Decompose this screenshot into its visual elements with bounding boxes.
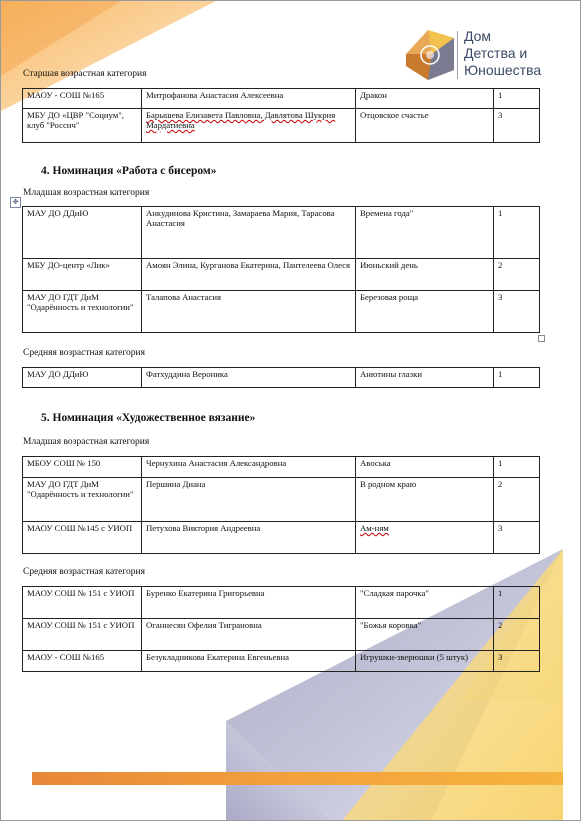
table-row [23,291,540,333]
category-label: Младшая возрастная категория [23,188,150,198]
cell-organization: МАОУ СОШ №145 с УИОП [23,522,142,554]
category-label: Старшая возрастная категория [23,69,147,79]
cell-participant: Амоян Элина, Курганова Екатерина, Пантелеева Олеся [142,259,356,291]
table-row [23,478,540,522]
results-table [22,88,540,143]
cell-place: 2 [494,259,540,291]
cell-participant: Митрофанова Анастасия Алексеевна [142,89,356,109]
cell-place: 2 [494,478,540,522]
cell-place: 3 [494,109,540,143]
cell-work-title: Игрушки-зверюшки (5 штук) [356,651,494,672]
cell-organization: МБОУ СОШ № 150 [23,457,142,478]
cell-work-title: Березовая роща [356,291,494,333]
cell-place: 1 [494,457,540,478]
table-row [23,457,540,478]
cell-participant: Чернухина Анастасия Александровна [142,457,356,478]
cell-work-title: Отцовское счастье [356,109,494,143]
category-label: Средняя возрастная категория [23,567,145,577]
cell-organization: МАУ ДО ГДТ ДиМ "Одарённость и технологии" [23,291,142,333]
logo-line-3: Юношества [464,62,542,78]
logo-line-2: Детства и [464,45,528,61]
cell-participant: Оганнесян Офелия Тиграновна [142,619,356,651]
cell-organization: МАУ ДО ДДиЮ [23,207,142,259]
cell-work-title: "Божья коровка" [356,619,494,651]
table-row [23,619,540,651]
cell-organization: МАУ ДО ГДТ ДиМ "Одарённость и технологии" [23,478,142,522]
nomination-heading: 5. Номинация «Художественное вязание» [41,412,256,424]
cell-place: 3 [494,291,540,333]
cell-organization: МАОУ - СОШ №165 [23,89,142,109]
logo-line-1: Дом [464,28,492,44]
cell-place: 2 [494,619,540,651]
cell-work-title: Июньский день [356,259,494,291]
cell-organization: МАОУ СОШ № 151 с УИОП [23,587,142,619]
cell-place: 3 [494,522,540,554]
table-resize-handle[interactable] [538,335,545,342]
cell-organization: МАОУ - СОШ №165 [23,651,142,672]
cell-organization: МБУ ДО-центр «Лик» [23,259,142,291]
nomination-heading: 4. Номинация «Работа с бисером» [41,165,217,177]
cell-work-title: Анютины глазки [356,368,494,388]
cell-place: 1 [494,587,540,619]
cell-organization: МБУ ДО «ЦВР "Социум", клуб "Россич" [23,109,142,143]
cell-place: 3 [494,651,540,672]
cell-participant: Талапова Анастасия [142,291,356,333]
cell-participant: Анкудинова Кристина, Замараева Мария, Тарасова Анастасия [142,207,356,259]
logo-divider [457,31,458,79]
cell-work-title: В родном краю [356,478,494,522]
cell-organization: МАУ ДО ДДиЮ [23,368,142,388]
cell-work-title: Авоська [356,457,494,478]
results-table [22,586,540,672]
cell-participant: Безукладникова Екатерина Евгеньевна [142,651,356,672]
results-table [22,456,540,554]
table-row [23,368,540,388]
cell-organization: МАОУ СОШ № 151 с УИОП [23,619,142,651]
table-row [23,207,540,259]
results-table [22,367,540,388]
logo-text [464,28,541,79]
cell-place: 1 [494,207,540,259]
table-row [23,89,540,109]
cell-place: 1 [494,89,540,109]
category-label: Средняя возрастная категория [23,348,145,358]
table-move-handle-icon[interactable]: ✥ [10,197,21,208]
cell-work-title: Ам-ням [356,522,494,554]
category-label: Младшая возрастная категория [23,437,150,447]
cell-work-title: Дракон [356,89,494,109]
cell-participant: Фатхуддина Вероника [142,368,356,388]
cell-work-title: Времена года" [356,207,494,259]
cell-participant: Петухова Виктория Андреевна [142,522,356,554]
results-table [22,206,540,333]
cell-place: 1 [494,368,540,388]
cell-participant: Першина Диана [142,478,356,522]
cell-participant: Барышева Елизавета Павловна, Давлятова Шукрия Мардатиевна [142,109,356,143]
cell-participant: Буренко Екатерина Григорьевна [142,587,356,619]
table-row [23,522,540,554]
table-row [23,109,540,143]
table-row [23,587,540,619]
footer-accent-bar [32,772,563,785]
cell-work-title: "Сладкая парочка" [356,587,494,619]
table-row [23,651,540,672]
table-row [23,259,540,291]
